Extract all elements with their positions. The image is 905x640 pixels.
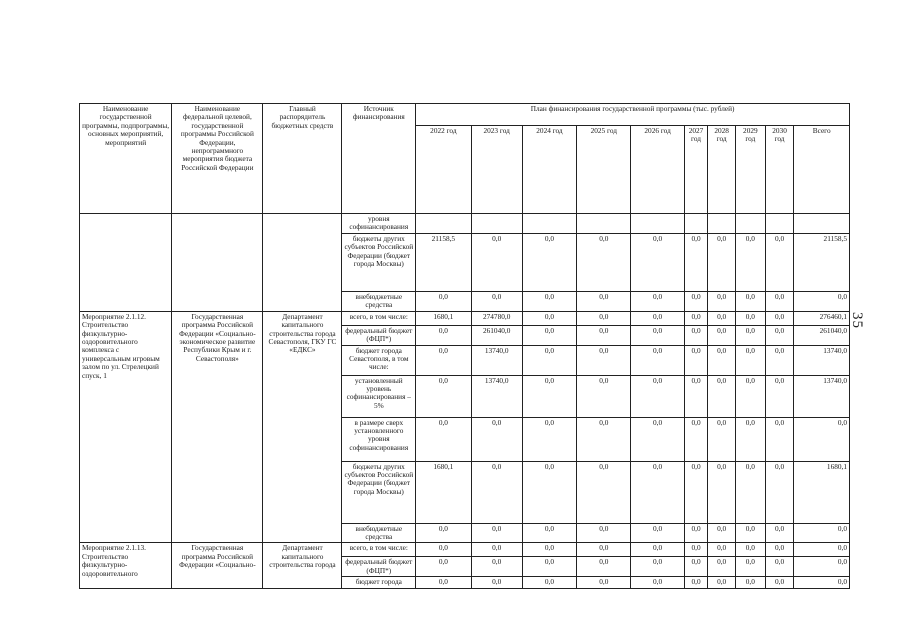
source-cell: бюджет города (342, 577, 416, 589)
header-year: 2027 год (684, 126, 708, 214)
source-cell: установленный уровень софинансирования – 5% (342, 375, 416, 417)
value-cell (794, 214, 850, 234)
activity-name-cell: Мероприятие 2.1.12. Строительство физкультурно-оздоровительного комплекса с универсальным игровым залом по ул. Стрелецкий спуск, 1 (80, 311, 172, 543)
value-cell: 0,0 (471, 292, 522, 312)
value-cell: 0,0 (708, 375, 736, 417)
value-cell: 0,0 (522, 577, 576, 589)
source-cell: внебюджетные средства (342, 523, 416, 543)
value-cell (684, 214, 708, 234)
value-cell: 0,0 (416, 325, 471, 345)
value-cell: 0,0 (708, 577, 736, 589)
value-cell: 0,0 (708, 523, 736, 543)
value-cell: 0,0 (735, 325, 765, 345)
value-cell: 0,0 (471, 577, 522, 589)
header-year: 2024 год (522, 126, 576, 214)
value-cell: 0,0 (631, 577, 684, 589)
value-cell: 21158,5 (416, 234, 471, 292)
header-source: Источник финансирования (342, 104, 416, 214)
activity-name-cell (80, 214, 172, 312)
header-year: 2023 год (471, 126, 522, 214)
table-row (80, 311, 850, 325)
value-cell: 0,0 (522, 417, 576, 461)
value-cell: 0,0 (794, 577, 850, 589)
financing-table (79, 103, 850, 589)
value-cell: 0,0 (631, 325, 684, 345)
value-cell: 0,0 (471, 461, 522, 523)
value-cell: 13740,0 (794, 375, 850, 417)
source-cell: бюджет города Севастополя, в том числе: (342, 345, 416, 375)
value-cell: 0,0 (631, 523, 684, 543)
value-cell: 0,0 (577, 325, 631, 345)
value-cell: 0,0 (735, 292, 765, 312)
source-cell: бюджеты других субъектов Российской Федерации (бюджет города Москвы) (342, 234, 416, 292)
source-cell: бюджеты других субъектов Российской Федерации (бюджет города Москвы) (342, 461, 416, 523)
value-cell: 0,0 (684, 325, 708, 345)
value-cell: 0,0 (416, 577, 471, 589)
value-cell: 0,0 (522, 292, 576, 312)
value-cell (577, 214, 631, 234)
value-cell: 0,0 (416, 417, 471, 461)
value-cell: 13740,0 (471, 375, 522, 417)
value-cell: 0,0 (684, 543, 708, 557)
value-cell: 0,0 (765, 523, 794, 543)
manager-cell: Департамент капитального строительства города (263, 543, 342, 589)
value-cell: 0,0 (631, 557, 684, 577)
value-cell: 276460,1 (794, 311, 850, 325)
value-cell: 0,0 (735, 375, 765, 417)
value-cell: 0,0 (684, 557, 708, 577)
value-cell: 1680,1 (416, 461, 471, 523)
value-cell: 274780,0 (471, 311, 522, 325)
value-cell: 0,0 (684, 461, 708, 523)
value-cell: 0,0 (577, 345, 631, 375)
value-cell: 0,0 (471, 234, 522, 292)
value-cell: 0,0 (577, 557, 631, 577)
value-cell: 13740,0 (471, 345, 522, 375)
source-cell: всего, в том числе: (342, 543, 416, 557)
value-cell: 0,0 (765, 577, 794, 589)
header-year: 2028 год (708, 126, 736, 214)
value-cell: 0,0 (522, 523, 576, 543)
value-cell: 0,0 (631, 461, 684, 523)
value-cell: 0,0 (765, 345, 794, 375)
value-cell: 0,0 (416, 345, 471, 375)
value-cell: 0,0 (765, 325, 794, 345)
value-cell: 0,0 (684, 234, 708, 292)
value-cell: 0,0 (577, 543, 631, 557)
value-cell (765, 214, 794, 234)
value-cell: 0,0 (794, 543, 850, 557)
value-cell: 0,0 (794, 417, 850, 461)
value-cell: 0,0 (735, 557, 765, 577)
value-cell: 0,0 (631, 543, 684, 557)
value-cell (708, 214, 736, 234)
value-cell: 0,0 (735, 523, 765, 543)
value-cell: 0,0 (684, 417, 708, 461)
value-cell: 0,0 (794, 523, 850, 543)
value-cell: 0,0 (708, 461, 736, 523)
activity-name-cell: Мероприятие 2.1.13. Строительство физкультурно-оздоровительного (80, 543, 172, 589)
value-cell: 21158,5 (794, 234, 850, 292)
value-cell: 0,0 (577, 461, 631, 523)
header-year: 2022 год (416, 126, 471, 214)
value-cell: 0,0 (765, 375, 794, 417)
value-cell: 0,0 (708, 345, 736, 375)
value-cell: 0,0 (577, 375, 631, 417)
page-number: 35 (849, 312, 865, 329)
value-cell: 0,0 (684, 375, 708, 417)
value-cell: 0,0 (577, 292, 631, 312)
value-cell: 0,0 (684, 311, 708, 325)
value-cell: 0,0 (471, 543, 522, 557)
value-cell: 0,0 (684, 292, 708, 312)
value-cell: 0,0 (522, 311, 576, 325)
value-cell: 0,0 (577, 577, 631, 589)
value-cell: 0,0 (765, 292, 794, 312)
value-cell: 0,0 (708, 325, 736, 345)
value-cell: 0,0 (471, 523, 522, 543)
program-cell: Государственная программа Российской Федерации «Социально- (172, 543, 263, 589)
header-manager: Главный распорядитель бюджетных средств (263, 104, 342, 214)
value-cell: 261040,0 (471, 325, 522, 345)
header-year: Всего (794, 126, 850, 214)
value-cell: 0,0 (577, 234, 631, 292)
value-cell: 0,0 (684, 523, 708, 543)
value-cell: 0,0 (735, 234, 765, 292)
value-cell: 261040,0 (794, 325, 850, 345)
manager-cell: Департамент капитального строительства города Севастополя, ГКУ ГС «ЕДКС» (263, 311, 342, 543)
program-cell (172, 214, 263, 312)
header-year: 2029 год (735, 126, 765, 214)
value-cell: 0,0 (684, 577, 708, 589)
value-cell: 0,0 (522, 557, 576, 577)
value-cell: 0,0 (631, 234, 684, 292)
value-cell: 13740,0 (794, 345, 850, 375)
manager-cell (263, 214, 342, 312)
value-cell: 0,0 (416, 523, 471, 543)
value-cell: 0,0 (471, 417, 522, 461)
value-cell: 0,0 (708, 417, 736, 461)
source-cell: федеральный бюджет (ФЦП*) (342, 325, 416, 345)
header-plan: План финансирования государственной программы (тыс. рублей) (416, 104, 850, 126)
value-cell: 0,0 (522, 461, 576, 523)
value-cell: 0,0 (631, 292, 684, 312)
value-cell: 0,0 (765, 461, 794, 523)
value-cell: 0,0 (735, 345, 765, 375)
value-cell (522, 214, 576, 234)
source-cell: в размере сверх установленного уровня софинансирования (342, 417, 416, 461)
table-row (80, 214, 850, 234)
value-cell: 0,0 (735, 311, 765, 325)
source-cell: внебюджетные средства (342, 292, 416, 312)
value-cell: 0,0 (765, 311, 794, 325)
source-cell: всего, в том числе: (342, 311, 416, 325)
table-row (80, 543, 850, 557)
value-cell: 0,0 (765, 234, 794, 292)
value-cell: 0,0 (708, 543, 736, 557)
value-cell: 0,0 (708, 234, 736, 292)
value-cell: 0,0 (577, 311, 631, 325)
value-cell: 0,0 (631, 345, 684, 375)
value-cell: 0,0 (416, 557, 471, 577)
value-cell: 0,0 (735, 461, 765, 523)
header-federal-program: Наименование федеральной целевой, государственной программы Российской Федерации, непрограммного мероприятия бюджета Российской Федерации (172, 104, 263, 214)
value-cell: 0,0 (794, 557, 850, 577)
value-cell: 0,0 (416, 292, 471, 312)
value-cell: 0,0 (765, 557, 794, 577)
source-cell: федеральный бюджет (ФЦП*) (342, 557, 416, 577)
value-cell: 0,0 (577, 523, 631, 543)
value-cell: 0,0 (735, 543, 765, 557)
value-cell: 0,0 (631, 311, 684, 325)
value-cell: 0,0 (735, 577, 765, 589)
value-cell: 0,0 (708, 292, 736, 312)
value-cell: 0,0 (522, 543, 576, 557)
value-cell: 0,0 (522, 325, 576, 345)
value-cell: 0,0 (471, 557, 522, 577)
value-cell: 0,0 (522, 375, 576, 417)
source-cell: уровня софинансирования (342, 214, 416, 234)
value-cell: 0,0 (522, 345, 576, 375)
value-cell: 0,0 (416, 543, 471, 557)
value-cell: 0,0 (794, 292, 850, 312)
value-cell: 0,0 (735, 417, 765, 461)
value-cell (471, 214, 522, 234)
value-cell: 1680,1 (794, 461, 850, 523)
value-cell: 0,0 (631, 417, 684, 461)
header-program-name: Наименование государственной программы, подпрограммы, основных мероприятий, мероприятий (80, 104, 172, 214)
value-cell (631, 214, 684, 234)
value-cell: 0,0 (684, 345, 708, 375)
value-cell: 0,0 (416, 375, 471, 417)
value-cell: 0,0 (522, 234, 576, 292)
header-year: 2025 год (577, 126, 631, 214)
value-cell: 0,0 (708, 311, 736, 325)
value-cell: 0,0 (765, 417, 794, 461)
header-year: 2030 год (765, 126, 794, 214)
value-cell: 0,0 (765, 543, 794, 557)
value-cell: 0,0 (577, 417, 631, 461)
header-year: 2026 год (631, 126, 684, 214)
value-cell (735, 214, 765, 234)
program-cell: Государственная программа Российской Федерации «Социально-экономическое развитие Республики Крым и г. Севастополя» (172, 311, 263, 543)
value-cell: 0,0 (631, 375, 684, 417)
value-cell: 0,0 (708, 557, 736, 577)
value-cell (416, 214, 471, 234)
value-cell: 1680,1 (416, 311, 471, 325)
